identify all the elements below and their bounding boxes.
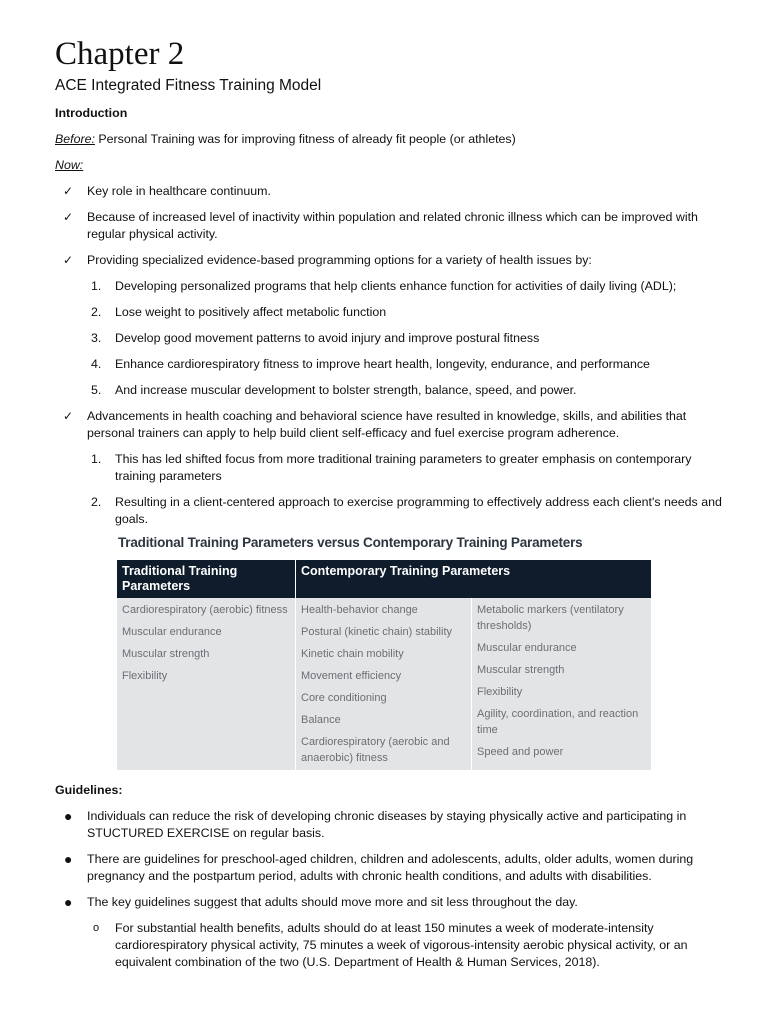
list-item	[87, 451, 730, 485]
table-cell: Flexibility	[477, 686, 523, 698]
list-item	[55, 851, 730, 885]
list-number: 2.	[91, 495, 102, 509]
table-cell: Cardiorespiratory (aerobic) fitness	[122, 604, 288, 616]
table-cell: Kinetic chain mobility	[301, 648, 404, 660]
intro-heading: Introduction	[55, 106, 128, 120]
checkmark-icon: ✓	[63, 210, 74, 224]
list-item	[87, 920, 730, 971]
list-item-text: Develop good movement patterns to avoid injury and improve postural fitness	[115, 331, 540, 345]
document-page	[55, 34, 730, 980]
list-item-text: The key guidelines suggest that adults should move more and sit less throughout the day.	[87, 895, 578, 909]
now-paragraph	[55, 157, 730, 174]
list-item-text: Because of increased level of inactivity within population and related chronic illness which can be improved with regular physical activity.	[87, 210, 698, 241]
contemporary-column-a	[296, 598, 472, 770]
list-item-text: Developing personalized programs that help clients enhance function for activities of daily living (ADL);	[115, 279, 677, 293]
list-number: 2.	[91, 305, 102, 319]
list-number: 4.	[91, 357, 102, 371]
table-title: Traditional Training Parameters versus Contemporary Training Parameters	[118, 535, 583, 550]
header-traditional: Traditional Training Parameters	[117, 560, 296, 598]
list-item	[87, 278, 730, 295]
list-item-text: Advancements in health coaching and behavioral science have resulted in knowledge, skills, and abilities that personal trainers can apply to help build client self-efficacy and fuel exercise program adherence.	[87, 409, 687, 440]
list-item	[55, 183, 730, 200]
checkmark-icon: ✓	[63, 184, 74, 198]
list-number: 1.	[91, 452, 102, 466]
list-item	[55, 408, 730, 528]
guidelines-list	[55, 808, 730, 971]
list-number: 1.	[91, 279, 102, 293]
table-cell: Flexibility	[122, 670, 168, 682]
list-item-text: Resulting in a client-centered approach to exercise programming to effectively address each client's needs and goals.	[115, 495, 722, 526]
now-check-list	[55, 183, 730, 528]
table-cell: Muscular endurance	[477, 642, 577, 654]
list-item	[87, 494, 730, 528]
parameters-table	[117, 560, 651, 770]
list-item-text: There are guidelines for preschool-aged children, children and adolescents, adults, older adults, women during pregnancy and the postpartum period, adults with chronic health conditions, and adults with disabilities.	[87, 852, 694, 883]
list-number: 5.	[91, 383, 102, 397]
table-cell: Speed and power	[477, 746, 564, 758]
bullet-icon: ●	[64, 851, 73, 867]
table-cell: Balance	[301, 714, 341, 726]
list-item-text: Lose weight to positively affect metabolic function	[115, 305, 387, 319]
list-item	[87, 356, 730, 373]
header-contemporary: Contemporary Training Parameters	[296, 560, 652, 598]
list-item	[87, 382, 730, 399]
table-cell: Agility, coordination, and reaction time	[477, 708, 639, 736]
table-cell: Muscular strength	[477, 664, 565, 676]
table-cell: Health-behavior change	[301, 604, 418, 616]
chapter-title: Chapter 2	[55, 36, 185, 72]
guidelines-heading: Guidelines:	[55, 783, 123, 797]
list-item-text: For substantial health benefits, adults should do at least 150 minutes a week of moderate-intensity cardiorespiratory physical activity, 75 minutes a week of vigorous-intensity aerobic physical activity, or an equivalent combination of the two (U.S. Department of Health & Human Services, 2018).	[115, 921, 688, 969]
list-item-text: Individuals can reduce the risk of developing chronic diseases by staying physically active and participating in STUCTURED EXERCISE on regular basis.	[87, 809, 687, 840]
list-item-text: Providing specialized evidence-based programming options for a variety of health issues by:	[87, 253, 592, 267]
list-item	[87, 304, 730, 321]
contemporary-column-b	[472, 598, 652, 770]
list-item	[55, 209, 730, 243]
table-cell: Muscular strength	[122, 648, 210, 660]
before-label: Before:	[55, 132, 95, 146]
now-label: Now:	[55, 158, 84, 172]
before-paragraph	[55, 131, 730, 148]
list-number: 3.	[91, 331, 102, 345]
checkmark-icon: ✓	[63, 253, 74, 267]
list-item-text: And increase muscular development to bolster strength, balance, speed, and power.	[115, 383, 577, 397]
list-item	[55, 252, 730, 399]
chapter-subtitle: ACE Integrated Fitness Training Model	[55, 77, 322, 94]
advancement-list	[87, 451, 730, 528]
table-cell: Movement efficiency	[301, 670, 402, 682]
parameters-figure	[117, 534, 651, 770]
list-item-text: Enhance cardiorespiratory fitness to improve heart health, longevity, endurance, and performance	[115, 357, 650, 371]
table-cell: Core conditioning	[301, 692, 387, 704]
bullet-icon: ●	[64, 894, 73, 910]
list-item	[55, 894, 730, 971]
table-cell: Postural (kinetic chain) stability	[301, 626, 453, 638]
traditional-column	[117, 598, 296, 770]
before-text: Personal Training was for improving fitness of already fit people (or athletes)	[94, 132, 516, 146]
list-item-text: Key role in healthcare continuum.	[87, 184, 271, 198]
programming-list	[87, 278, 730, 399]
list-item	[87, 330, 730, 347]
bullet-icon: ●	[64, 808, 73, 824]
sub-guidelines-list	[87, 920, 730, 971]
checkmark-icon: ✓	[63, 409, 74, 423]
table-cell: Metabolic markers (ventilatory thresholds)	[477, 604, 624, 632]
list-item	[55, 808, 730, 842]
hollow-bullet-icon: o	[93, 922, 100, 934]
table-cell: Muscular endurance	[122, 626, 222, 638]
table-cell: Cardiorespiratory (aerobic and anaerobic) fitness	[301, 736, 450, 764]
list-item-text: This has led shifted focus from more traditional training parameters to greater emphasis on contemporary training parameters	[115, 452, 692, 483]
